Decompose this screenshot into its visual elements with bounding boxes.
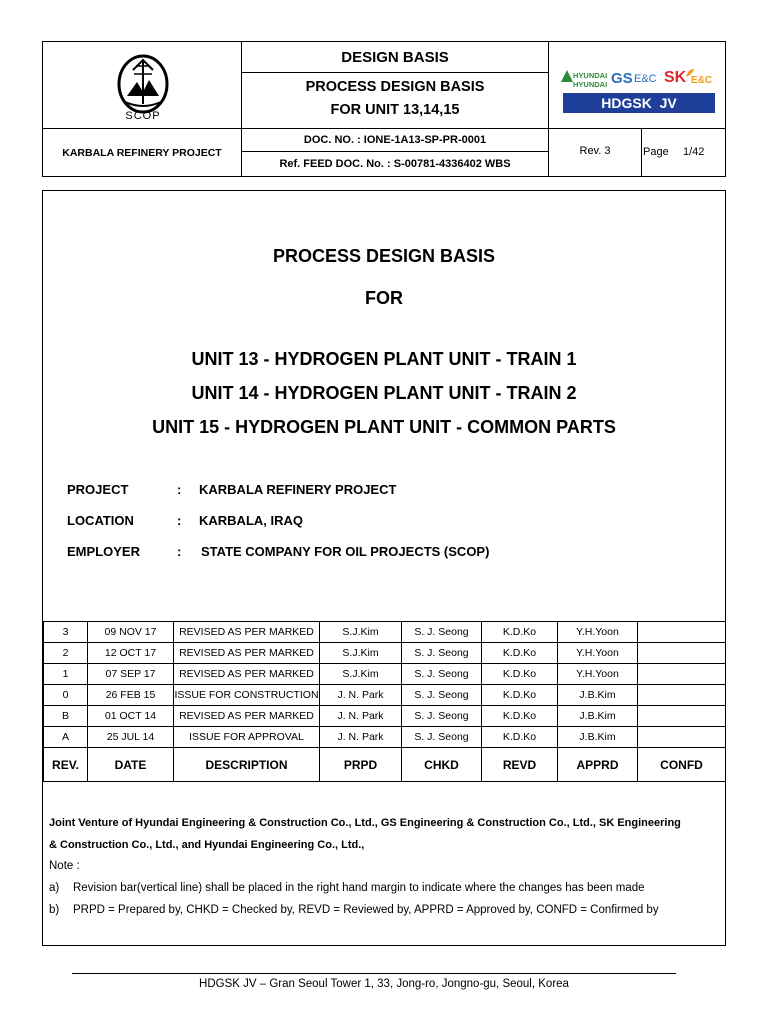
design-basis-label: DESIGN BASIS [341, 48, 449, 66]
info-separator: : [177, 544, 182, 559]
description-cell: REVISED AS PER MARKED [174, 706, 320, 727]
prpd-cell: J. N. Park [320, 727, 402, 748]
doc-number: DOC. NO. : IONE-1A13-SP-PR-0001 [303, 134, 487, 146]
header-description: DESCRIPTION [174, 748, 320, 782]
confd-cell [638, 622, 726, 643]
rev-cell: 3 [44, 622, 88, 643]
info-value: KARBALA, IRAQ [199, 513, 303, 528]
apprd-cell: Y.H.Yoon [558, 622, 638, 643]
info-value: KARBALA REFINERY PROJECT [199, 482, 397, 497]
confd-cell [638, 643, 726, 664]
cover-title-for: FOR [365, 288, 403, 308]
note-b-label: b) [49, 904, 60, 916]
page-label: Page [643, 146, 669, 158]
rev-cell: B [44, 706, 88, 727]
gs-label: GS [611, 70, 633, 87]
confd-cell [638, 685, 726, 706]
confd-cell [638, 727, 726, 748]
confd-cell [638, 706, 726, 727]
apprd-cell: J.B.Kim [558, 685, 638, 706]
doc-title-line1: PROCESS DESIGN BASIS [305, 79, 485, 95]
jv-statement-line2: & Construction Co., Ltd., and Hyundai Engineering Co., Ltd., [49, 839, 365, 851]
table-row [44, 706, 726, 727]
note-a-label: a) [49, 882, 60, 894]
table-row [44, 685, 726, 706]
prpd-cell: J. N. Park [320, 706, 402, 727]
rev-cell: 0 [44, 685, 88, 706]
info-label: PROJECT [67, 482, 129, 497]
prpd-cell: S.J.Kim [320, 664, 402, 685]
hyundai-label-2: HYUNDAI [573, 80, 608, 89]
description-cell: REVISED AS PER MARKED [174, 664, 320, 685]
header-prpd: PRPD [320, 748, 402, 782]
jv-statement-line1: Joint Venture of Hyundai Engineering & Construction Co., Ltd., GS Engineering & Construction Co., Ltd., SK Engineering [49, 817, 681, 829]
date-cell: 12 OCT 17 [88, 643, 174, 664]
revision-table [43, 621, 726, 782]
info-separator: : [177, 513, 182, 528]
table-header-row [44, 748, 726, 782]
hdgsk-jv-logo [561, 68, 717, 116]
sk-label: SK [664, 69, 687, 86]
cover-title: PROCESS DESIGN BASIS [272, 246, 496, 266]
description-cell: REVISED AS PER MARKED [174, 622, 320, 643]
scop-logo-text: SCOP [125, 110, 161, 122]
revd-cell: K.D.Ko [482, 622, 558, 643]
document-header [42, 41, 726, 177]
apprd-cell: J.B.Kim [558, 706, 638, 727]
info-value: STATE COMPANY FOR OIL PROJECTS (SCOP) [201, 544, 490, 559]
info-separator: : [177, 482, 182, 497]
table-row [44, 622, 726, 643]
sk-ec-label: E&C [691, 75, 713, 86]
cover-page [42, 190, 726, 946]
table-row [44, 643, 726, 664]
hyundai-triangle-icon [561, 70, 573, 84]
header-revd: REVD [482, 748, 558, 782]
apprd-cell: Y.H.Yoon [558, 643, 638, 664]
hyundai-label-1: HYUNDAI [573, 71, 608, 80]
info-label: LOCATION [67, 513, 134, 528]
header-chkd: CHKD [402, 748, 482, 782]
apprd-cell: Y.H.Yoon [558, 664, 638, 685]
prpd-cell: S.J.Kim [320, 622, 402, 643]
revd-cell: K.D.Ko [482, 727, 558, 748]
header-rev: REV. [44, 748, 88, 782]
header-confd: CONFD [638, 748, 726, 782]
prpd-cell: J. N. Park [320, 685, 402, 706]
date-cell: 07 SEP 17 [88, 664, 174, 685]
note-a-text: Revision bar(vertical line) shall be placed in the right hand margin to indicate where the changes has been made [73, 882, 645, 894]
ref-feed-doc-number: Ref. FEED DOC. No. : S-00781-4336402 WBS [279, 158, 511, 170]
apprd-cell: J.B.Kim [558, 727, 638, 748]
gs-ec-label: E&C [634, 73, 657, 85]
project-name: KARBALA REFINERY PROJECT [62, 146, 222, 159]
date-cell: 26 FEB 15 [88, 685, 174, 706]
footer-address: HDGSK JV – Gran Seoul Tower 1, 33, Jong-ro, Jongno-gu, Seoul, Korea [199, 978, 569, 990]
unit-14-title: UNIT 14 - HYDROGEN PLANT UNIT - TRAIN 2 [191, 383, 577, 403]
chkd-cell: S. J. Seong [402, 685, 482, 706]
info-label: EMPLOYER [67, 544, 140, 559]
doc-title-line2: FOR UNIT 13,14,15 [330, 102, 460, 118]
table-row [44, 727, 726, 748]
note-label: Note : [49, 860, 80, 872]
chkd-cell: S. J. Seong [402, 706, 482, 727]
page-number: 1/42 [683, 146, 705, 158]
prpd-cell: S.J.Kim [320, 643, 402, 664]
unit-13-title: UNIT 13 - HYDROGEN PLANT UNIT - TRAIN 1 [191, 349, 577, 369]
revd-cell: K.D.Ko [482, 706, 558, 727]
revd-cell: K.D.Ko [482, 685, 558, 706]
scop-logo [103, 52, 183, 126]
header-apprd: APPRD [558, 748, 638, 782]
confd-cell [638, 664, 726, 685]
date-cell: 25 JUL 14 [88, 727, 174, 748]
revision-number: Rev. 3 [579, 145, 611, 157]
rev-cell: 1 [44, 664, 88, 685]
footer-divider [72, 973, 676, 974]
description-cell: ISSUE FOR CONSTRUCTION [174, 685, 320, 706]
chkd-cell: S. J. Seong [402, 643, 482, 664]
revd-cell: K.D.Ko [482, 643, 558, 664]
rev-cell: 2 [44, 643, 88, 664]
description-cell: ISSUE FOR APPROVAL [174, 727, 320, 748]
date-cell: 01 OCT 14 [88, 706, 174, 727]
chkd-cell: S. J. Seong [402, 664, 482, 685]
chkd-cell: S. J. Seong [402, 727, 482, 748]
table-row [44, 664, 726, 685]
unit-15-title: UNIT 15 - HYDROGEN PLANT UNIT - COMMON PARTS [152, 417, 616, 437]
hdgsk-jv-banner: HDGSK JV [563, 93, 715, 113]
note-b-text: PRPD = Prepared by, CHKD = Checked by, REVD = Reviewed by, APPRD = Approved by, CONFD = Confirmed by [73, 904, 659, 916]
chkd-cell: S. J. Seong [402, 622, 482, 643]
date-cell: 09 NOV 17 [88, 622, 174, 643]
description-cell: REVISED AS PER MARKED [174, 643, 320, 664]
revd-cell: K.D.Ko [482, 664, 558, 685]
header-date: DATE [88, 748, 174, 782]
rev-cell: A [44, 727, 88, 748]
